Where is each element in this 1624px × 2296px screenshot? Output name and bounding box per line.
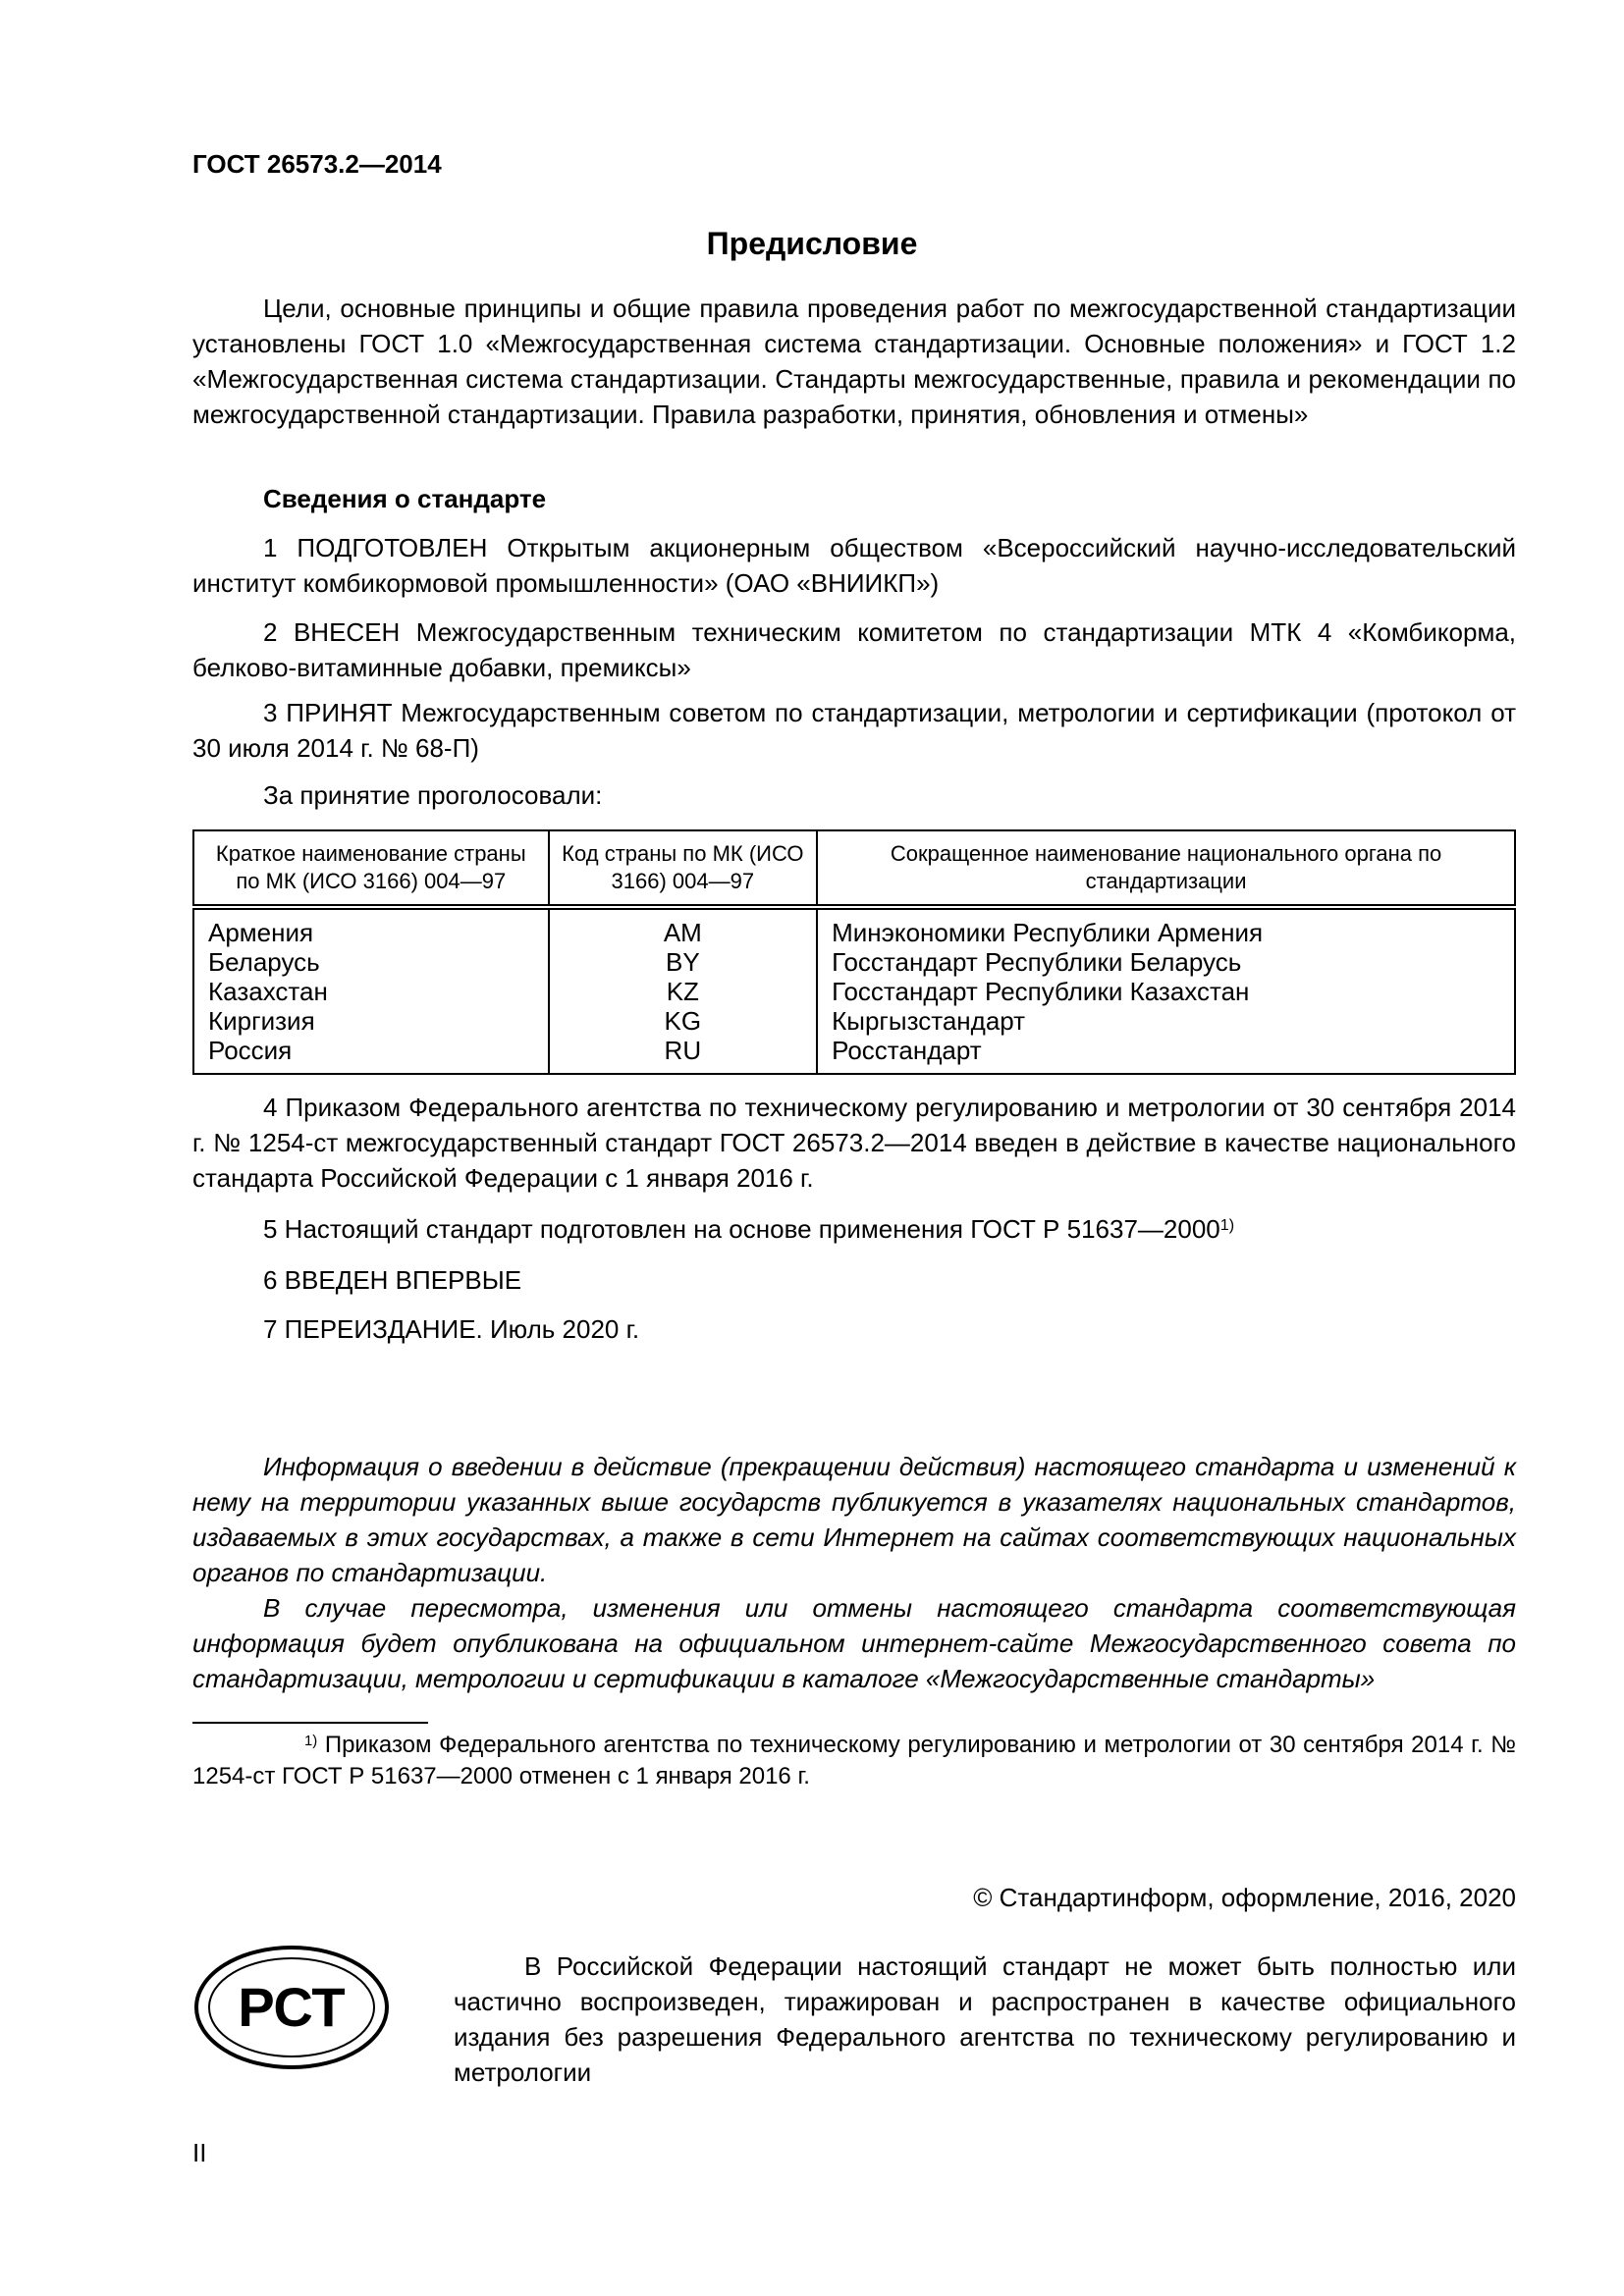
- body-cell: Росстандарт: [817, 1036, 1515, 1074]
- item-5-paragraph: [192, 1211, 1516, 1247]
- table-row: [193, 947, 1515, 977]
- item-6: [192, 1262, 1516, 1298]
- info-heading: Сведения о стандарте: [263, 484, 547, 513]
- code-cell: KZ: [549, 977, 818, 1006]
- notice-text: В Российской Федерации настоящий стандарт не может быть полностью или частично воспроизведен, тиражирован и распространен в качестве официального издания без разрешения Федерального агентства по техническому регулированию и метрологии: [454, 1951, 1516, 2087]
- code-cell: RU: [549, 1036, 818, 1074]
- footnote-mark: 1): [304, 1734, 318, 1749]
- footnote-paragraph: [192, 1730, 1516, 1792]
- body-cell: Кыргызстандарт: [817, 1006, 1515, 1036]
- info-paragraph-1: Информация о введении в действие (прекращении действия) настоящего стандарта и изменений к нему на территории указанных выше государств публикуется в указателях национальных стандартов, издаваемых в этих государствах, а также в сети Интернет на сайтах соответствующих национальных органов по стандартизации.: [192, 1452, 1516, 1587]
- page-title: Предисловие: [706, 226, 918, 261]
- pct-logo: [192, 1944, 391, 2071]
- page-number: II: [192, 2138, 207, 2167]
- voters-table: [192, 829, 1516, 1075]
- item-2-text: 2 ВНЕСЕН Межгосударственным техническим комитетом по стандартизации МТК 4 «Комбикорма, белково-витаминные добавки, премиксы»: [192, 617, 1516, 682]
- table-header-body: Сокращенное наименование национального органа по стандартизации: [817, 830, 1515, 907]
- table-header-country: Краткое наименование страны по МК (ИСО 3166) 004—97: [193, 830, 549, 907]
- item-7-text: 7 ПЕРЕИЗДАНИЕ. Июль 2020 г.: [263, 1314, 640, 1344]
- footnote: [192, 1730, 1516, 1792]
- item-5-text: 5 Настоящий стандарт подготовлен на основе применения ГОСТ Р 51637—2000: [263, 1214, 1220, 1244]
- voted-label: За принятие проголосовали:: [263, 780, 603, 810]
- table-row: [193, 1006, 1515, 1036]
- country-cell: Казахстан: [193, 977, 549, 1006]
- table-header-row: [193, 830, 1515, 907]
- footnote-text: Приказом Федерального агентства по техническому регулированию и метрологии от 30 сентября 2014 г. № 1254-ст ГОСТ Р 51637—2000 отменен с 1 января 2016 г.: [192, 1732, 1516, 1789]
- copyright-line: © Стандартинформ, оформление, 2016, 2020: [973, 1883, 1516, 1912]
- code-cell: BY: [549, 947, 818, 977]
- footnote-ref: 1): [1219, 1216, 1235, 1234]
- country-cell: Киргизия: [193, 1006, 549, 1036]
- item-1-text: 1 ПОДГОТОВЛЕН Открытым акционерным обществом «Всероссийский научно-исследовательский институт комбикормовой промышленности» (ОАО «ВНИИКП»): [192, 533, 1516, 598]
- item-3: [192, 695, 1516, 766]
- body-cell: Минэкономики Республики Армения: [817, 907, 1515, 947]
- copyright-notice: [454, 1949, 1516, 2090]
- item-7: [192, 1311, 1516, 1347]
- table-row: [193, 907, 1515, 947]
- body-cell: Госстандарт Республики Казахстан: [817, 977, 1515, 1006]
- info-paragraph-2: В случае пересмотра, изменения или отмены настоящего стандарта соответствующая информация будет опубликована на официальном интернет-сайте Межгосударственного совета по стандартизации, метрологии и сертификации в каталоге «Межгосударственные стандарты»: [192, 1593, 1516, 1693]
- code-cell: AM: [549, 907, 818, 947]
- item-4: [192, 1090, 1516, 1196]
- table-header-code: Код страны по МК (ИСО 3166) 004—97: [549, 830, 818, 907]
- table-row: [193, 977, 1515, 1006]
- item-4-text: 4 Приказом Федерального агентства по техническому регулированию и метрологии от 30 сентября 2014 г. № 1254-ст межгосударственный стандарт ГОСТ 26573.2—2014 введен в действие в качестве национального стандарта Российской Федерации с 1 января 2016 г.: [192, 1093, 1516, 1193]
- intro-paragraph: [192, 291, 1516, 432]
- item-2: [192, 614, 1516, 685]
- country-cell: Беларусь: [193, 947, 549, 977]
- item-6-text: 6 ВВЕДЕН ВПЕРВЫЕ: [263, 1265, 522, 1295]
- country-cell: Армения: [193, 907, 549, 947]
- intro-text: Цели, основные принципы и общие правила проведения работ по межгосударственной стандартизации установлены ГОСТ 1.0 «Межгосударственная система стандартизации. Основные положения» и ГОСТ 1.2 «Межгосударственная система стандартизации. Стандарты межгосударственные, правила и рекомендации по межгосударственной стандартизации. Правила разработки, принятия, обновления и отмены»: [192, 294, 1516, 429]
- code-cell: KG: [549, 1006, 818, 1036]
- item-3-text: 3 ПРИНЯТ Межгосударственным советом по стандартизации, метрологии и сертификации (протокол от 30 июля 2014 г. № 68-П): [192, 698, 1516, 763]
- document-id: ГОСТ 26573.2—2014: [192, 149, 442, 179]
- item-1: [192, 530, 1516, 601]
- logo-lettering: РСТ: [238, 1976, 346, 2038]
- info-block: [192, 1449, 1516, 1696]
- table-row: [193, 1036, 1515, 1074]
- country-cell: Россия: [193, 1036, 549, 1074]
- footnote-divider: [192, 1722, 428, 1724]
- item-5: [192, 1211, 1516, 1247]
- body-cell: Госстандарт Республики Беларусь: [817, 947, 1515, 977]
